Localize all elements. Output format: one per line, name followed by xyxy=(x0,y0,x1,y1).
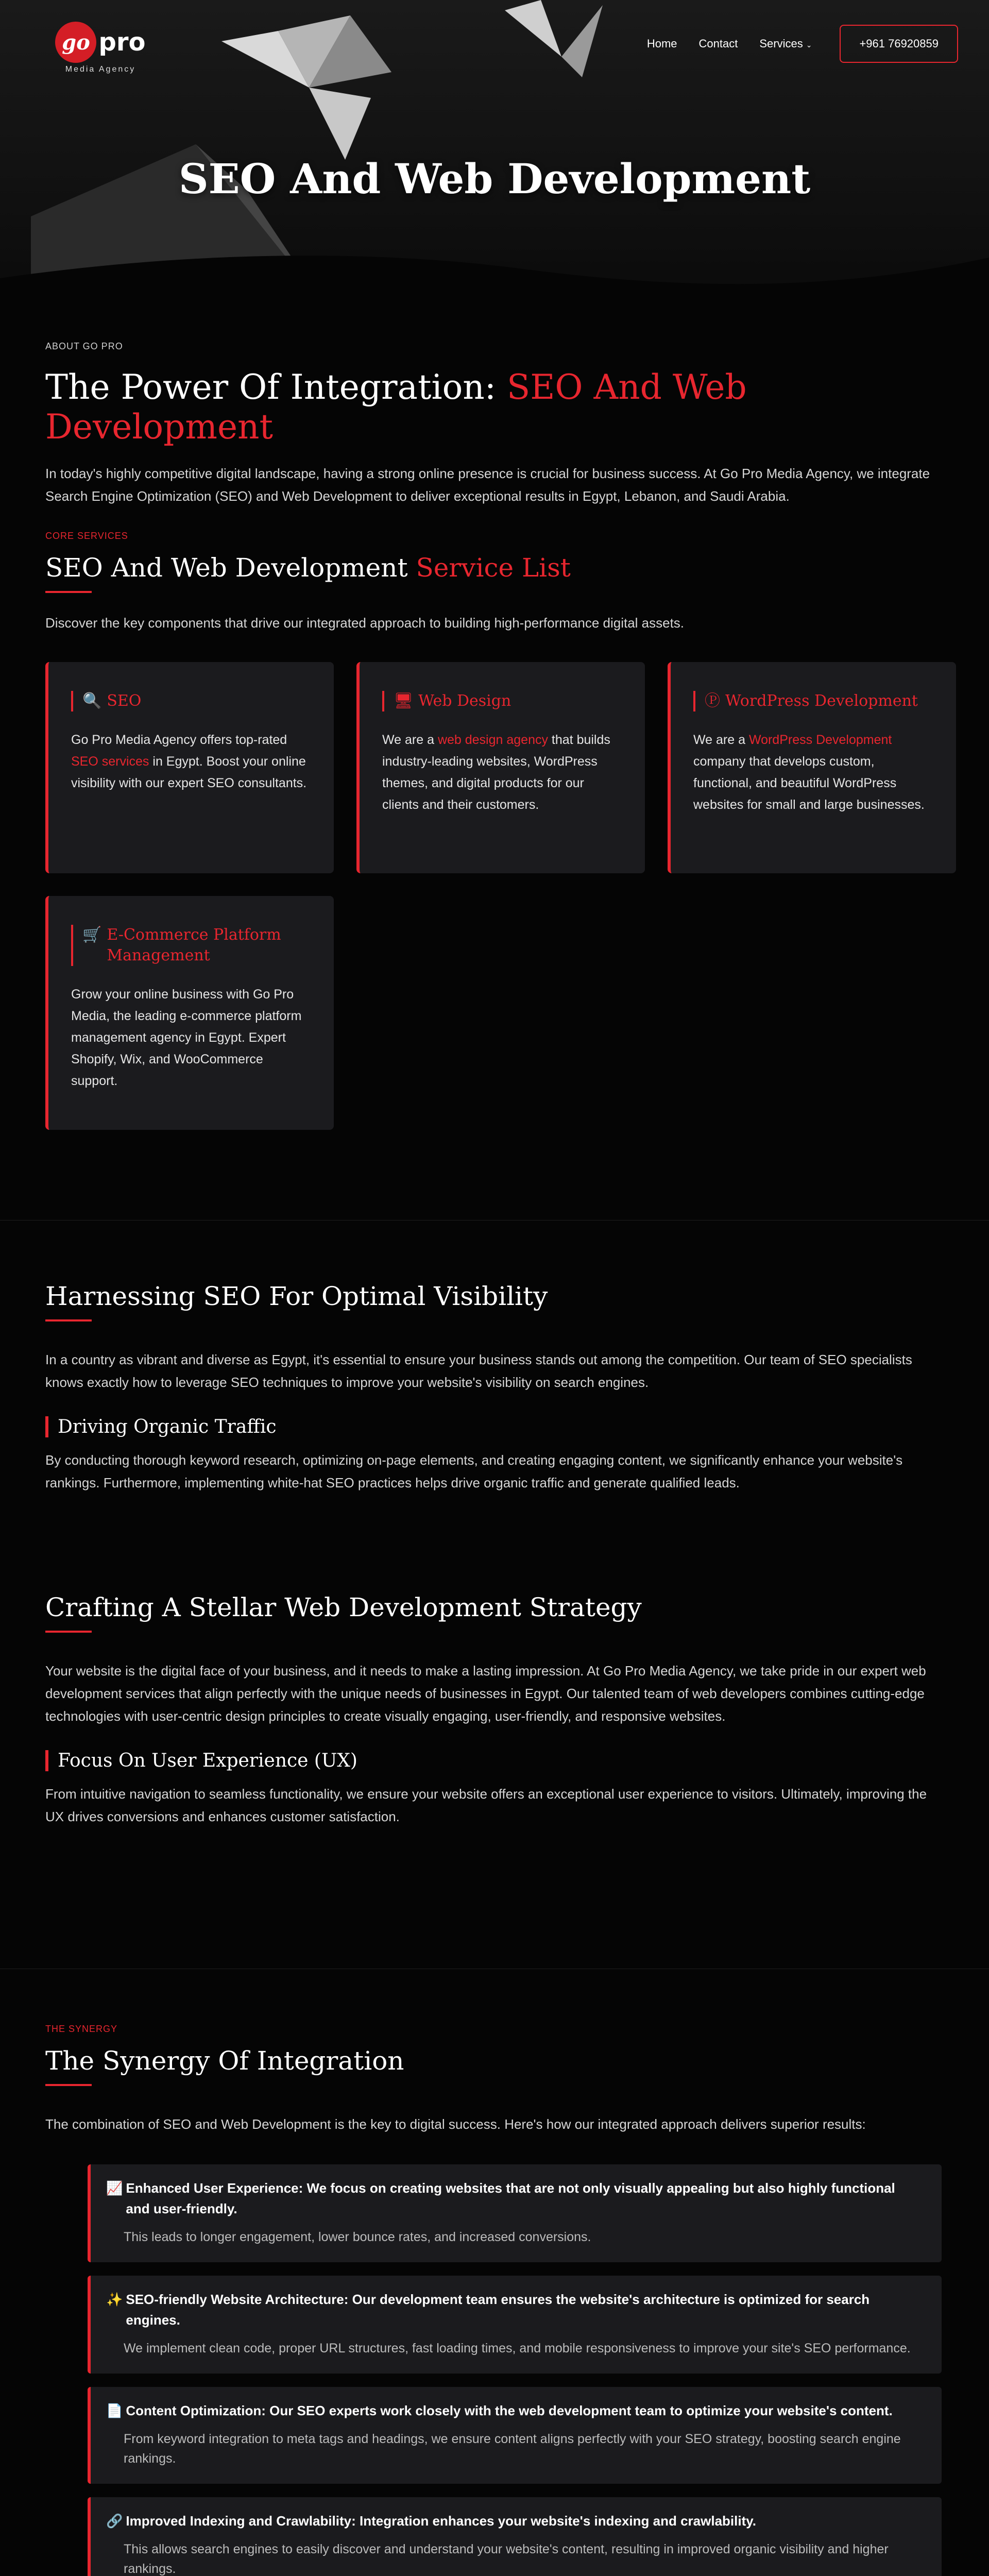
seo-section xyxy=(0,1221,989,1592)
service-card-text xyxy=(693,729,931,816)
service-card-text xyxy=(71,729,309,794)
hero-section xyxy=(0,0,989,309)
webdev-title: Crafting A Stellar Web Development Strategy xyxy=(45,1592,642,1622)
nav-services[interactable] xyxy=(759,37,812,50)
chart-icon: 📈 xyxy=(106,2180,123,2196)
seo-services-link[interactable]: SEO services xyxy=(71,754,149,769)
about-text: In today's highly competitive digital landscape, having a strong online presence is crucial for business success. At Go Pro Media Agency, we integrate Search Engine Optimization (SEO) and Web Development to deliver exceptional results in Egypt, Lebanon, and Saudi Arabia. xyxy=(45,466,930,504)
service-card-title-text: Web Design xyxy=(418,692,511,710)
synergy-item-sub: We implement clean code, proper URL structures, fast loading times, and mobile responsiveness to improve your site's SEO performance. xyxy=(124,2341,911,2355)
logo-subtitle: Media Agency xyxy=(65,65,136,74)
document-icon: 📄 xyxy=(106,2403,123,2418)
synergy-item-sub: From keyword integration to meta tags and headings, we ensure content aligns perfectly with your SEO strategy, boosting search engine rankings. xyxy=(124,2432,901,2466)
service-card-ecommerce[interactable] xyxy=(45,896,334,1130)
services-title xyxy=(45,553,944,583)
seo-text: In a country as vibrant and diverse as Egypt, it's essential to ensure your business stands out among the competition. Our team of SEO specialists knows exactly how to leverage SEO techniques to improve your website's visibility on search engines. xyxy=(45,1352,912,1390)
synergy-item-head: SEO-friendly Website Architecture: Our development team ensures the website's architecture is optimized for search engines. xyxy=(126,2292,870,2328)
services-eyebrow: CORE SERVICES xyxy=(45,531,128,541)
seo-title-underline xyxy=(45,1319,92,1321)
web-design-agency-link[interactable]: web design agency xyxy=(437,733,548,747)
synergy-section xyxy=(0,1969,989,2576)
logo-go-mark: go xyxy=(55,22,96,63)
seo-title: Harnessing SEO For Optimal Visibility xyxy=(45,1281,548,1311)
search-icon: 🔍 xyxy=(82,692,102,710)
main-nav xyxy=(647,25,958,63)
webdev-title-underline xyxy=(45,1631,92,1633)
seo-subhead: Driving Organic Traffic xyxy=(45,1416,944,1437)
synergy-item-sub: This allows search engines to easily discover and understand your website's content, resulting in improved organic visibility and higher rankings. xyxy=(124,2542,889,2576)
webdev-subhead: Focus On User Experience (UX) xyxy=(45,1750,944,1771)
about-title-plain: The Power Of Integration: xyxy=(45,367,507,407)
sparkle-icon: ✨ xyxy=(106,2292,123,2307)
service-card-title-text: SEO xyxy=(107,692,142,710)
hero-title: SEO And Web Development xyxy=(178,155,811,203)
synergy-item xyxy=(88,2276,942,2374)
service-card-text-a: We are a xyxy=(382,733,438,747)
service-card-text xyxy=(382,729,620,816)
service-card-text-a: Go Pro Media Agency offers top-rated xyxy=(71,733,287,747)
logo-pro-text: pro xyxy=(98,28,146,57)
service-cards xyxy=(45,662,944,1130)
webdev-section xyxy=(0,1592,989,1969)
service-card-title-text: WordPress Development xyxy=(725,692,918,710)
about-section xyxy=(0,309,989,531)
synergy-item-head: Enhanced User Experience: We focus on creating websites that are not only visually appealing but also highly functional and user-friendly. xyxy=(126,2180,895,2216)
services-title-plain: SEO And Web Development xyxy=(45,553,416,583)
service-card-title xyxy=(382,691,620,711)
monitor-icon: 🖥 xyxy=(394,692,414,710)
services-intro: Discover the key components that drive our integrated approach to building high-performance digital assets. xyxy=(45,615,685,631)
seo-subtext: By conducting thorough keyword research, optimizing on-page elements, and creating engaging content, we significantly enhance your website's rankings. Furthermore, implementing white-hat SEO practices helps drive organic traffic and generate qualified leads. xyxy=(45,1452,903,1490)
synergy-item-sub: This leads to longer engagement, lower bounce rates, and increased conversions. xyxy=(124,2230,591,2244)
webdev-subtext: From intuitive navigation to seamless functionality, we ensure your website offers an exceptional user experience to visitors. Ultimately, improving the UX drives conversions and enhances customer satisfaction. xyxy=(45,1786,927,1824)
services-section xyxy=(0,531,989,1220)
services-title-underline xyxy=(45,591,92,593)
service-card-wordpress[interactable] xyxy=(668,662,956,873)
synergy-item-head: Content Optimization: Our SEO experts work closely with the web development team to optimize your website's content. xyxy=(126,2403,893,2418)
service-card-title-text: E-Commerce Platform Management xyxy=(107,926,281,964)
nav-home[interactable]: Home xyxy=(646,37,677,50)
phone-button[interactable]: +961 76920859 xyxy=(840,25,958,63)
service-card-title xyxy=(71,691,309,711)
nav-services-label: Services xyxy=(759,37,803,50)
service-card-text-a: We are a xyxy=(693,733,749,747)
services-title-accent: Service List xyxy=(416,553,571,583)
synergy-item xyxy=(88,2497,942,2576)
service-card-title xyxy=(693,691,931,711)
synergy-list xyxy=(88,2164,942,2576)
chevron-down-icon: ⌄ xyxy=(806,41,812,49)
about-title xyxy=(45,367,944,447)
about-eyebrow: ABOUT GO PRO xyxy=(45,341,123,351)
service-card-text-b: in Egypt. Boost your online visibility with our expert SEO consultants. xyxy=(71,754,307,790)
wordpress-icon: Ⓟ xyxy=(705,692,720,710)
origami-bird-small-icon xyxy=(500,0,618,88)
service-card-text-b: that builds industry-leading websites, WordPress themes, and digital products for our clients and their customers. xyxy=(382,733,610,812)
about-title-accent: SEO And Web Development xyxy=(45,367,747,447)
site-logo[interactable] xyxy=(52,14,149,81)
nav-contact[interactable]: Contact xyxy=(698,37,738,50)
synergy-item xyxy=(88,2387,942,2484)
link-icon: 🔗 xyxy=(106,2513,123,2529)
synergy-intro: The combination of SEO and Web Development is the key to digital success. Here's how our integrated approach delivers superior results: xyxy=(45,2116,866,2132)
synergy-title: The Synergy Of Integration xyxy=(45,2046,404,2076)
service-card-text-b: company that develops custom, functional, and beautiful WordPress websites for small and large businesses. xyxy=(693,754,925,812)
cart-icon: 🛒 xyxy=(82,926,102,944)
service-card-web-design[interactable] xyxy=(356,662,645,873)
service-card-title xyxy=(71,925,309,966)
synergy-title-underline xyxy=(45,2084,92,2086)
hero-wave-divider xyxy=(0,237,989,309)
synergy-eyebrow: THE SYNERGY xyxy=(45,2024,118,2034)
wordpress-development-link[interactable]: WordPress Development xyxy=(748,733,892,747)
synergy-item-head: Improved Indexing and Crawlability: Integration enhances your website's indexing and crawlability. xyxy=(126,2513,756,2529)
service-card-seo[interactable] xyxy=(45,662,334,873)
service-card-text: Grow your online business with Go Pro Media, the leading e-commerce platform management agency in Egypt. Expert Shopify, Wix, and WooCommerce support. xyxy=(71,987,302,1088)
synergy-item xyxy=(88,2164,942,2262)
webdev-text: Your website is the digital face of your business, and it needs to make a lasting impression. At Go Pro Media Agency, we take pride in our expert web development services that align perfectly with the unique needs of businesses in Egypt. Our talented team of web developers combines cutting-edge technologies with user-centric design principles to create visually engaging, user-friendly, and responsive websites. xyxy=(45,1663,926,1724)
